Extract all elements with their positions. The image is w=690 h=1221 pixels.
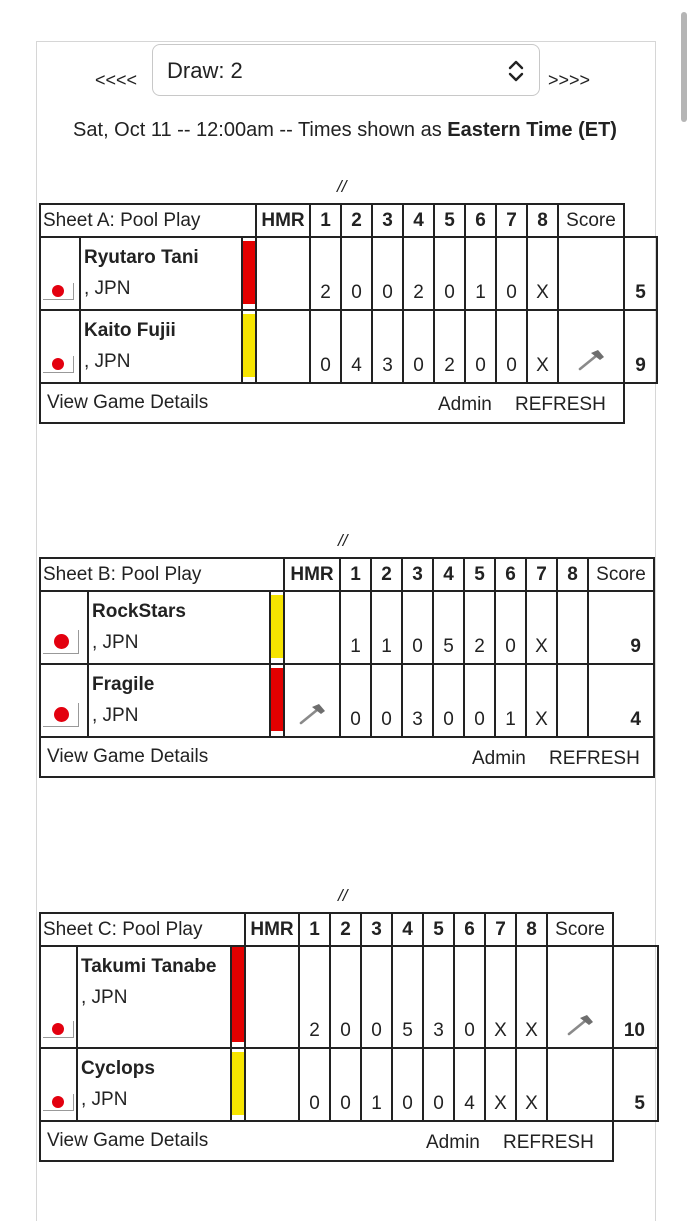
team-name[interactable]: Takumi Tanabe — [81, 956, 217, 977]
refresh-link[interactable]: REFRESH — [515, 394, 606, 415]
game-footer — [40, 737, 654, 777]
team-row — [40, 664, 654, 737]
game-footer — [40, 1121, 613, 1161]
japan-flag-icon — [43, 1094, 74, 1111]
end-header: 5 — [423, 913, 454, 946]
flag-cell — [40, 310, 80, 383]
team-row — [40, 591, 654, 664]
end-header: 1 — [299, 913, 330, 946]
end-score — [557, 664, 588, 737]
hmr-cell — [284, 664, 340, 737]
end-header: 4 — [392, 913, 423, 946]
end-score: 1 — [465, 237, 496, 310]
end-score: 0 — [496, 237, 527, 310]
end-score: 0 — [310, 310, 341, 383]
end-score: 2 — [310, 237, 341, 310]
japan-flag-icon — [43, 1021, 74, 1038]
end-score: 3 — [423, 946, 454, 1048]
score-header: Score — [547, 913, 613, 946]
end-score: 1 — [361, 1048, 392, 1121]
next-draw-link[interactable]: >>>> — [548, 70, 591, 90]
end-score: X — [516, 1048, 547, 1121]
end-header: 3 — [361, 913, 392, 946]
hmr-cell — [245, 1048, 299, 1121]
team-name[interactable]: RockStars — [92, 601, 186, 622]
hmr-header: HMR — [245, 913, 299, 946]
end-score: 0 — [423, 1048, 454, 1121]
japan-flag-icon — [43, 283, 74, 300]
end-header: 2 — [341, 204, 372, 237]
team-row — [40, 946, 658, 1048]
admin-link[interactable]: Admin — [472, 748, 526, 769]
end-header: 1 — [340, 558, 371, 591]
end-score: 3 — [402, 664, 433, 737]
end-score: X — [516, 946, 547, 1048]
game-separator: // — [338, 531, 348, 550]
score-cell — [547, 1048, 613, 1121]
score-cell — [558, 310, 624, 383]
end-score: 0 — [299, 1048, 330, 1121]
end-score: 0 — [341, 237, 372, 310]
end-header: 5 — [434, 204, 465, 237]
end-score — [557, 591, 588, 664]
team-country: , JPN — [84, 351, 131, 372]
score-header: Score — [558, 204, 624, 237]
end-score: 5 — [392, 946, 423, 1048]
end-score: 0 — [330, 946, 361, 1048]
game-separator: // — [338, 886, 348, 905]
draw-navigation — [0, 44, 690, 98]
hmr-cell — [245, 946, 299, 1048]
end-score: 2 — [299, 946, 330, 1048]
sheet-label: Sheet A: Pool Play — [40, 204, 256, 237]
chevron-up-down-icon — [507, 60, 525, 82]
team-name[interactable]: Kaito Fujii — [84, 320, 176, 341]
team-row — [40, 1048, 658, 1121]
team-country: , JPN — [92, 705, 139, 726]
end-score: 0 — [372, 237, 403, 310]
end-score: X — [485, 1048, 516, 1121]
japan-flag-icon — [43, 703, 79, 727]
end-header: 7 — [526, 558, 557, 591]
stone-color-red — [231, 946, 245, 1048]
end-header: 7 — [496, 204, 527, 237]
team-name[interactable]: Ryutaro Tani — [84, 247, 199, 268]
end-score: 0 — [361, 946, 392, 1048]
end-header: 3 — [372, 204, 403, 237]
end-score: 0 — [403, 310, 434, 383]
score-cell — [547, 946, 613, 1048]
end-header: 2 — [371, 558, 402, 591]
end-score: X — [527, 237, 558, 310]
hammer-icon — [565, 1014, 595, 1036]
team-country: , JPN — [92, 632, 139, 653]
end-score: 1 — [340, 591, 371, 664]
team-row — [40, 310, 657, 383]
end-header: 5 — [464, 558, 495, 591]
end-header: 2 — [330, 913, 361, 946]
end-header: 4 — [433, 558, 464, 591]
admin-link[interactable]: Admin — [438, 394, 492, 415]
total-score: 9 — [588, 591, 654, 664]
end-score: 0 — [454, 946, 485, 1048]
end-score: 1 — [495, 664, 526, 737]
hmr-cell — [256, 310, 310, 383]
stone-color-yellow — [231, 1048, 245, 1121]
game-footer — [40, 383, 624, 423]
draw-select[interactable] — [152, 44, 540, 96]
flag-cell — [40, 237, 80, 310]
japan-flag-icon — [43, 356, 74, 373]
end-score: 0 — [495, 591, 526, 664]
game-table-sheet-b — [39, 557, 655, 778]
end-score: X — [485, 946, 516, 1048]
game-table-sheet-c — [39, 912, 659, 1162]
draw-select-value: Draw: 2 — [167, 58, 243, 83]
refresh-link[interactable]: REFRESH — [503, 1132, 594, 1153]
end-score: 1 — [371, 591, 402, 664]
game-table-sheet-a — [39, 203, 658, 424]
flag-cell — [40, 591, 88, 664]
view-game-details-link[interactable]: View Game Details — [47, 1130, 209, 1151]
flag-cell — [40, 664, 88, 737]
total-score: 5 — [624, 237, 657, 310]
end-score: 0 — [392, 1048, 423, 1121]
end-score: 3 — [372, 310, 403, 383]
end-score: 2 — [403, 237, 434, 310]
total-score: 5 — [613, 1048, 658, 1121]
end-score: X — [527, 310, 558, 383]
previous-draw-link[interactable]: <<<< — [95, 70, 138, 90]
team-country: , JPN — [84, 278, 131, 299]
stone-color-red — [270, 664, 284, 737]
end-header: 6 — [495, 558, 526, 591]
total-score: 4 — [588, 664, 654, 737]
end-score: 0 — [434, 237, 465, 310]
view-game-details-link[interactable]: View Game Details — [47, 392, 209, 413]
end-score: X — [526, 591, 557, 664]
team-country: , JPN — [81, 987, 128, 1008]
end-score: 4 — [341, 310, 372, 383]
end-header: 8 — [516, 913, 547, 946]
game-separator: // — [337, 177, 347, 196]
end-header: 8 — [527, 204, 558, 237]
end-header: 1 — [310, 204, 341, 237]
total-score: 9 — [624, 310, 657, 383]
end-header: 6 — [465, 204, 496, 237]
draw-date-line — [0, 119, 690, 142]
end-score: 2 — [464, 591, 495, 664]
end-score: 0 — [402, 591, 433, 664]
stone-color-yellow — [242, 310, 256, 383]
hmr-cell — [256, 237, 310, 310]
flag-cell — [40, 1048, 77, 1121]
team-country: , JPN — [81, 1089, 128, 1110]
admin-link[interactable]: Admin — [426, 1132, 480, 1153]
japan-flag-icon — [43, 630, 79, 654]
end-score: 0 — [330, 1048, 361, 1121]
view-game-details-link[interactable]: View Game Details — [47, 746, 209, 767]
hmr-cell — [284, 591, 340, 664]
sheet-label: Sheet C: Pool Play — [40, 913, 245, 946]
hammer-icon — [297, 703, 327, 725]
end-score: 0 — [465, 310, 496, 383]
team-row — [40, 237, 657, 310]
sheet-label: Sheet B: Pool Play — [40, 558, 284, 591]
team-name[interactable]: Fragile — [92, 674, 155, 695]
timezone-label: Eastern Time (ET) — [447, 119, 617, 141]
refresh-link[interactable]: REFRESH — [549, 748, 640, 769]
end-header: 8 — [557, 558, 588, 591]
end-score: 0 — [433, 664, 464, 737]
stone-color-red — [242, 237, 256, 310]
score-cell — [558, 237, 624, 310]
stone-color-yellow — [270, 591, 284, 664]
hmr-header: HMR — [256, 204, 310, 237]
end-score: X — [526, 664, 557, 737]
draw-datetime: Sat, Oct 11 -- 12:00am -- Times shown as — [73, 119, 448, 141]
end-score: 5 — [433, 591, 464, 664]
end-header: 6 — [454, 913, 485, 946]
team-name[interactable]: Cyclops — [81, 1058, 155, 1079]
score-header: Score — [588, 558, 654, 591]
total-score: 10 — [613, 946, 658, 1048]
end-header: 3 — [402, 558, 433, 591]
end-score: 0 — [496, 310, 527, 383]
hammer-icon — [576, 349, 606, 371]
end-score: 0 — [464, 664, 495, 737]
end-header: 4 — [403, 204, 434, 237]
hmr-header: HMR — [284, 558, 340, 591]
end-score: 0 — [371, 664, 402, 737]
end-header: 7 — [485, 913, 516, 946]
end-score: 0 — [340, 664, 371, 737]
end-score: 4 — [454, 1048, 485, 1121]
end-score: 2 — [434, 310, 465, 383]
flag-cell — [40, 946, 77, 1048]
